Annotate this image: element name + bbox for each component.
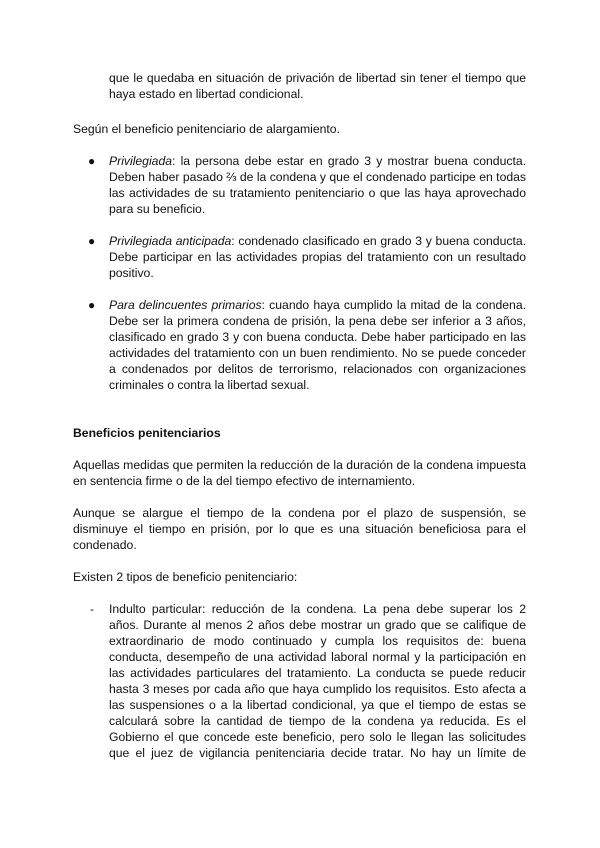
dash-item-indulto-particular: Indulto particular: reducción de la condena. La pena debe superar los 2 años. Durante al menos 2 años debe mostrar un grado que se califique de extraordinario de modo continuado y cumpla los requisitos de: buena conducta, desempeño de una actividad laboral normal y la participación en las actividades particulares del tratamiento. La conducta se puede reducir hasta 3 meses por cada año que haya cumplido los requisitos. Esto afecta a las suspensiones o a la libertad condicional, ya que el tiempo de estas se calculará sobre la cantidad de tiempo de la condena ya reducida. Es el Gobierno el que concede este beneficio, pero solo le llegan las solicitudes que el juez de vigilancia penitenciaria decide tratar. No hay un límite de [109, 602, 526, 760]
section-heading: Beneficios penitenciarios [73, 426, 221, 440]
bullet-text: : la persona debe estar en grado 3 y mostrar buena conducta. Deben haber pasado ⅔ de la condena y que el condenado participe en todas las actividades de su tratamiento penitenciario o que las haya aprovechado para su beneficio. [109, 154, 526, 216]
bullet-marker: ● [88, 234, 96, 248]
paragraph-types: Existen 2 tipos de beneficio penitenciario: [73, 570, 298, 584]
bullet-text: : cuando haya cumplido la mitad de la condena. Debe ser la primera condena de prisión, la pena debe ser inferior a 3 años, clasificado en grado 3 y con buena conducta. Debe haber participado en las actividades del tratamiento con un buen rendimiento. No se puede conceder a condenados por delitos de terrorismo, relacionados con organizaciones criminales o contra la libertad sexual. [109, 298, 526, 392]
paragraph-suspension: Aunque se alargue el tiempo de la condena por el plazo de suspensión, se disminuye el tiempo en prisión, por lo que es una situación beneficiosa para el condenado. [73, 506, 526, 552]
bullet-marker: ● [88, 298, 96, 312]
intro-continuation: que le quedaba en situación de privación de libertad sin tener el tiempo que haya estado en libertad condicional. [109, 71, 526, 101]
bullet-item-privilegiada [109, 153, 526, 217]
bullet-term: Privilegiada [109, 154, 173, 168]
bullet-term: Privilegiada anticipada [109, 234, 232, 248]
bullet-marker: ● [88, 154, 96, 168]
dash-marker: - [90, 602, 94, 616]
alargamiento-intro: Según el beneficio penitenciario de alargamiento. [73, 122, 340, 136]
bullet-item-privilegiada-anticipada [109, 233, 526, 281]
bullet-text: : condenado clasificado en grado 3 y buena conducta. Debe participar en las actividades propias del tratamiento con un resultado positivo. [109, 234, 526, 280]
bullet-item-delincuentes-primarios [109, 297, 526, 393]
paragraph-definition: Aquellas medidas que permiten la reducción de la duración de la condena impuesta en sentencia firme o de la del tiempo efectivo de internamiento. [73, 458, 526, 488]
bullet-term: Para delincuentes primarios [109, 298, 262, 312]
